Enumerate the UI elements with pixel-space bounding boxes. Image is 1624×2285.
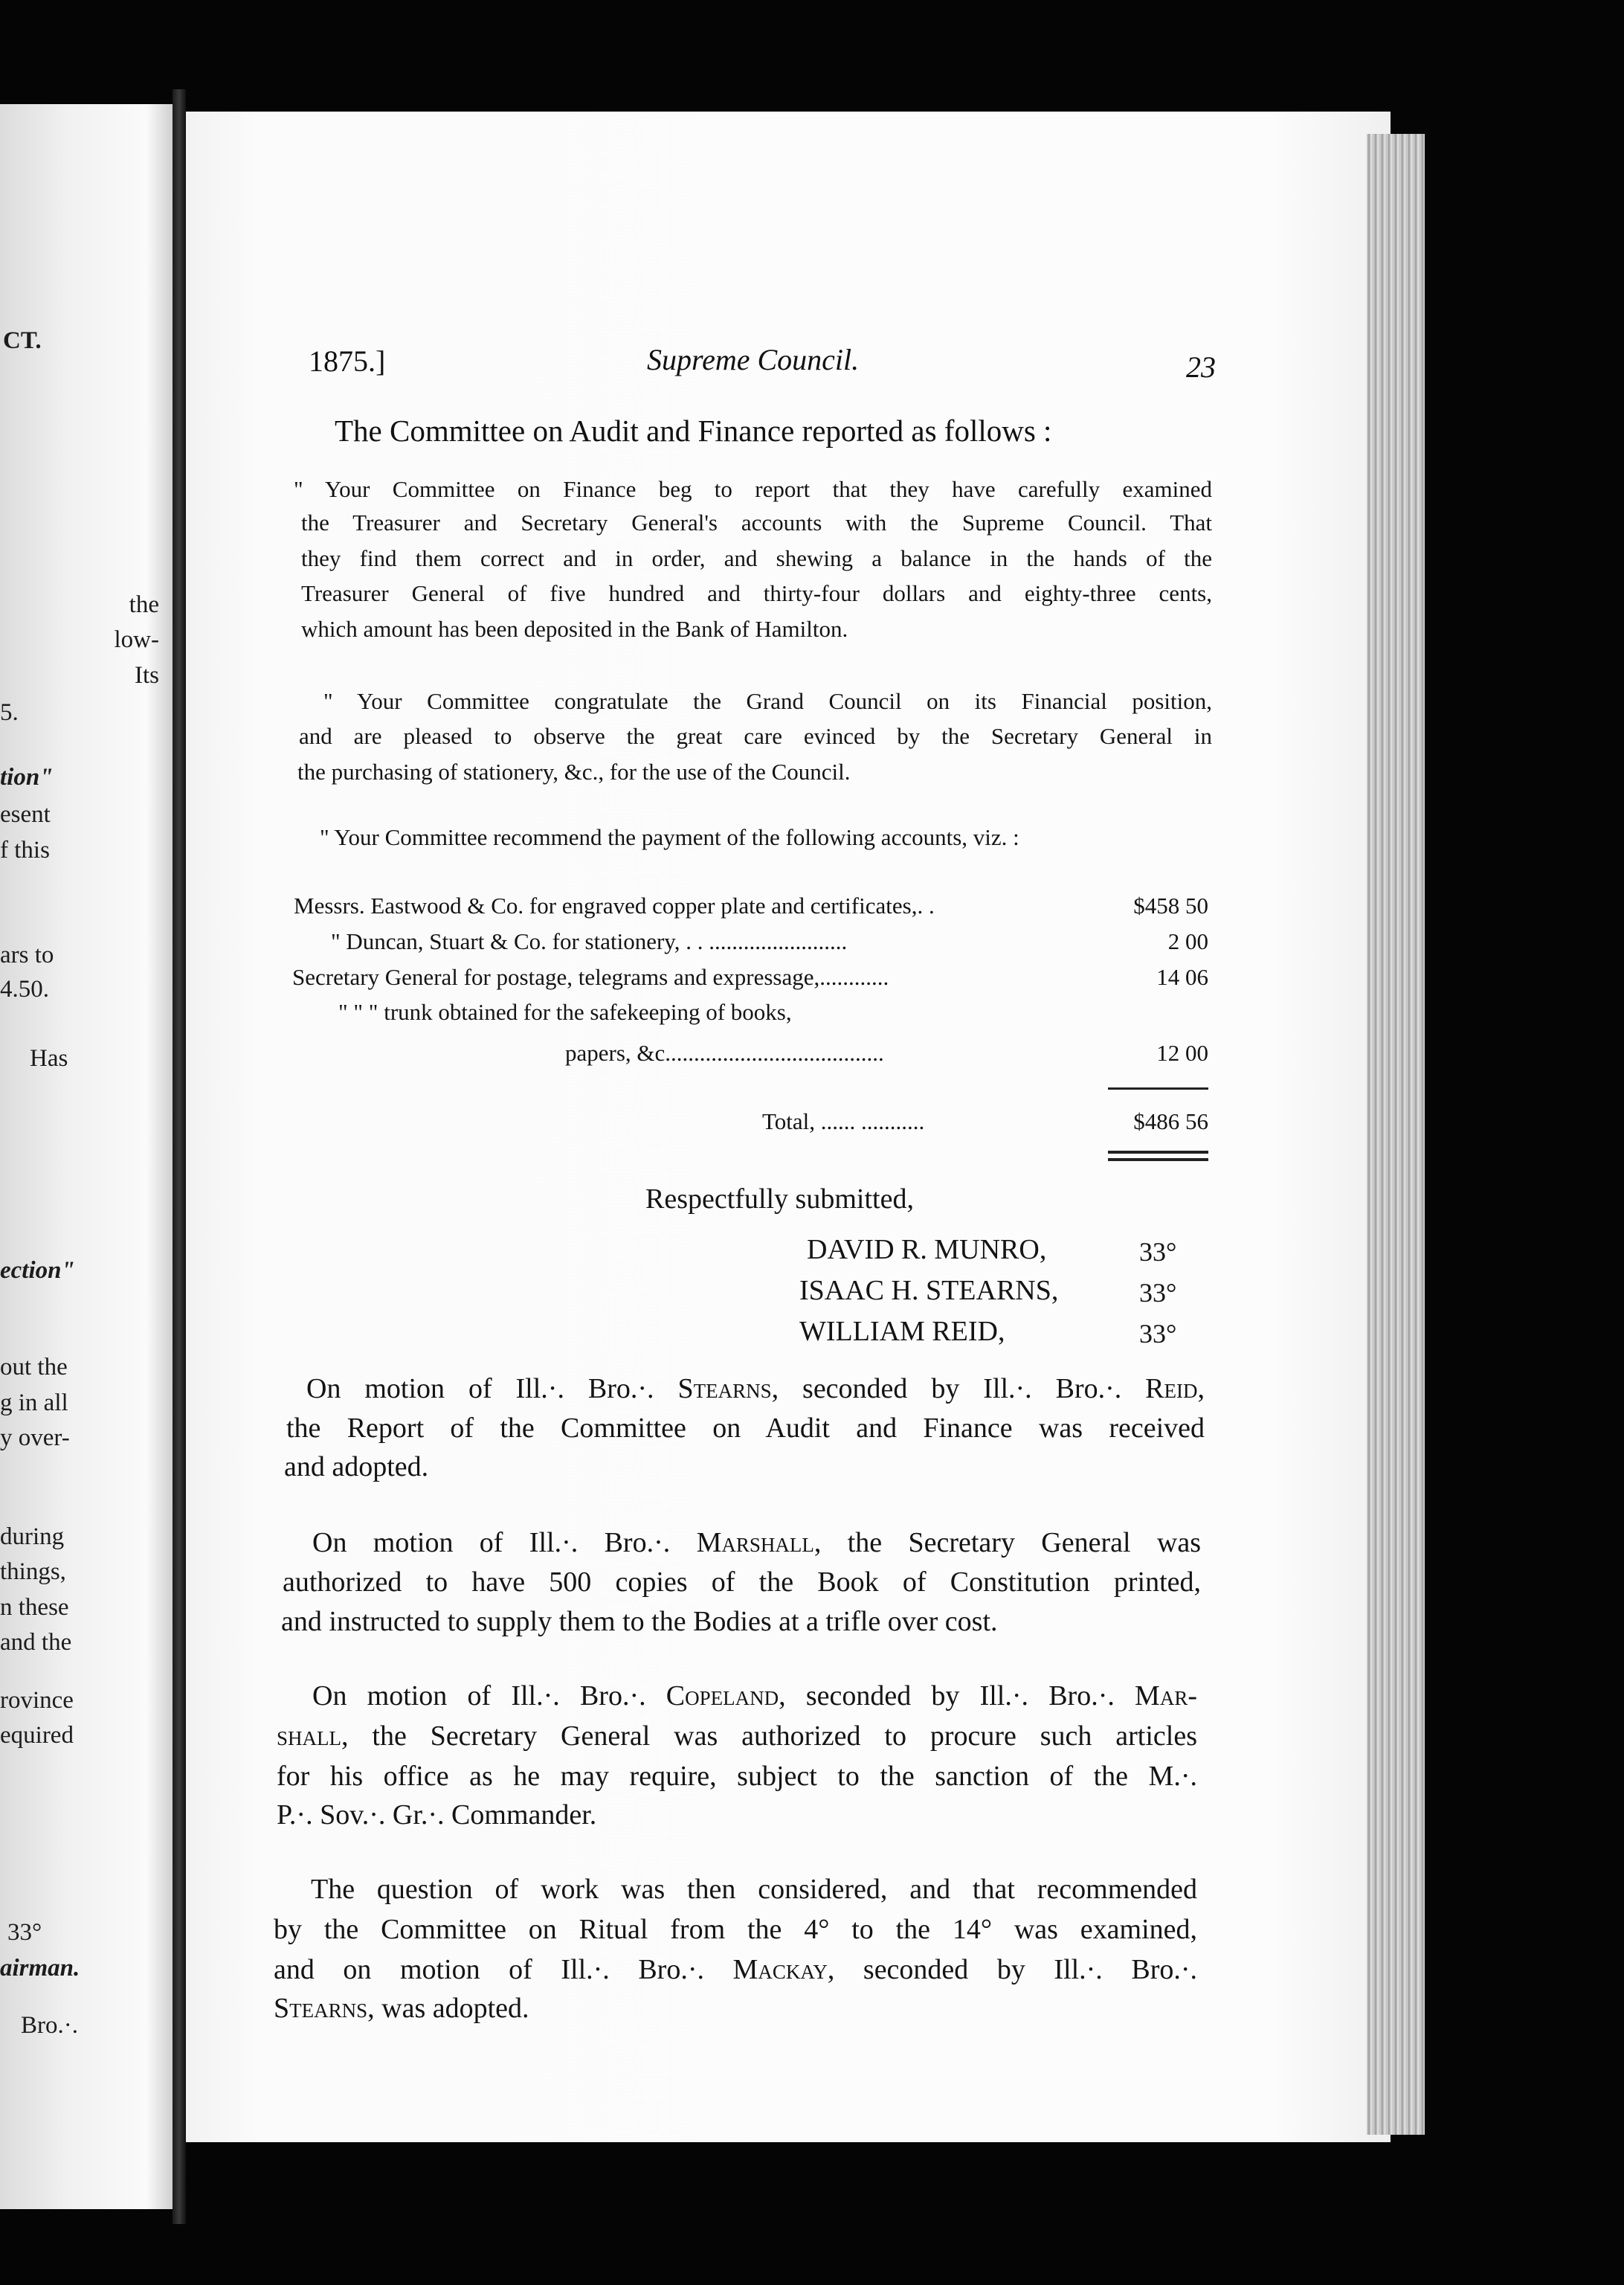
motion-line: by the Committee on Ritual from the 4° to the 14° was examined, bbox=[274, 1914, 1197, 1945]
left-page-line: 4.50. bbox=[0, 976, 49, 1003]
signer-name: DAVID R. MUNRO, bbox=[807, 1234, 1047, 1265]
left-page-line: things, bbox=[0, 1558, 66, 1585]
signer-degree: 33° bbox=[1139, 1237, 1177, 1267]
report-line: the Treasurer and Secretary General's accounts with the Supreme Council. That bbox=[301, 510, 1212, 536]
left-page-line: out the bbox=[0, 1354, 68, 1381]
total-cents: 56 bbox=[1185, 1108, 1208, 1134]
account-amount bbox=[1104, 928, 1208, 955]
total-double-rule-bottom bbox=[1108, 1158, 1208, 1161]
left-page-line: tion" bbox=[0, 764, 54, 791]
left-page-line: airman. bbox=[0, 1955, 80, 1982]
account-label: Secretary General for postage, telegrams and expressage,............ bbox=[292, 964, 889, 990]
left-page-line: during bbox=[0, 1523, 65, 1550]
left-page-line: 33° bbox=[7, 1919, 42, 1946]
running-header-year: 1875.] bbox=[309, 344, 386, 378]
report-line: " Your Committee on Finance beg to report that they have carefully examined bbox=[294, 476, 1212, 502]
left-facing-page bbox=[0, 104, 173, 2209]
motion-line: the Report of the Committee on Audit and Finance was received bbox=[286, 1413, 1205, 1444]
account-dollars: $458 bbox=[1133, 893, 1180, 919]
total-double-rule-top bbox=[1108, 1151, 1208, 1154]
closing-line: Respectfully submitted, bbox=[645, 1183, 914, 1215]
left-page-line: g in all bbox=[0, 1389, 68, 1416]
account-cents: 00 bbox=[1185, 928, 1208, 954]
account-label: Messrs. Eastwood & Co. for engraved copper plate and certificates,. . bbox=[294, 893, 935, 919]
motion-line: and on motion of Ill.·. Bro.·. Mackay, seconded by Ill.·. Bro.·. bbox=[274, 1954, 1197, 1985]
motion-line: Stearns, was adopted. bbox=[274, 1993, 529, 2024]
account-cents: 50 bbox=[1185, 893, 1208, 919]
page-edges bbox=[1367, 134, 1425, 2135]
account-label: " Duncan, Stuart & Co. for stationery, . . ........................ bbox=[331, 928, 848, 954]
total-label: Total, ...... ........... bbox=[762, 1108, 925, 1134]
motion-line: The question of work was then considered, and that recommended bbox=[311, 1874, 1197, 1905]
left-page-line: esent bbox=[0, 801, 51, 828]
account-cents: 00 bbox=[1185, 1040, 1208, 1066]
left-page-line: low- bbox=[114, 626, 159, 653]
left-page-line: equired bbox=[0, 1722, 74, 1749]
left-page-line: Bro.·. bbox=[21, 2012, 78, 2039]
page-number: 23 bbox=[1186, 350, 1216, 384]
left-page-line: the bbox=[129, 591, 159, 618]
left-page-line: ars to bbox=[0, 942, 54, 968]
account-dollars: 2 bbox=[1167, 928, 1180, 954]
report-heading: The Committee on Audit and Finance reported as follows : bbox=[335, 414, 1052, 448]
left-page-line: 5. bbox=[0, 699, 19, 726]
signer-degree: 33° bbox=[1139, 1319, 1177, 1349]
sum-rule bbox=[1108, 1087, 1208, 1090]
report-line: and are pleased to observe the great care evinced by the Secretary General in bbox=[299, 723, 1212, 749]
report-line: which amount has been deposited in the Bank of Hamilton. bbox=[301, 616, 848, 642]
signer-degree: 33° bbox=[1139, 1278, 1177, 1308]
account-dollars: 14 bbox=[1156, 964, 1180, 990]
motion-line: and adopted. bbox=[284, 1451, 429, 1482]
motion-line: for his office as he may require, subject to the sanction of the M.·. bbox=[277, 1761, 1197, 1792]
total-dollars: $486 bbox=[1133, 1108, 1180, 1134]
motion-line: On motion of Ill.·. Bro.·. Copeland, seconded by Ill.·. Bro.·. Mar- bbox=[312, 1680, 1197, 1712]
motion-line: On motion of Ill.·. Bro.·. Stearns, seconded by Ill.·. Bro.·. Reid, bbox=[306, 1373, 1205, 1404]
left-page-line: Its bbox=[135, 662, 159, 689]
account-amount bbox=[1104, 1040, 1208, 1067]
left-page-line: n these bbox=[0, 1594, 69, 1621]
left-page-line: and the bbox=[0, 1629, 72, 1656]
account-label: papers, &c...................................... bbox=[565, 1040, 884, 1066]
signer-name: WILLIAM REID, bbox=[799, 1316, 1005, 1347]
motion-line: shall, the Secretary General was authorized to procure such articles bbox=[277, 1720, 1197, 1752]
left-page-line: rovince bbox=[0, 1687, 74, 1714]
signer-name: ISAAC H. STEARNS, bbox=[799, 1275, 1059, 1306]
total-amount bbox=[1104, 1108, 1208, 1135]
left-page-line: Has bbox=[30, 1045, 68, 1072]
left-page-line: ection" bbox=[0, 1257, 75, 1284]
book-gutter bbox=[173, 89, 186, 2224]
left-page-line: CT. bbox=[3, 327, 42, 354]
left-page-line: y over- bbox=[0, 1424, 70, 1451]
running-header-title: Supreme Council. bbox=[647, 343, 860, 376]
report-line: the purchasing of stationery, &c., for the use of the Council. bbox=[297, 759, 851, 785]
report-line: " Your Committee recommend the payment of the following accounts, viz. : bbox=[320, 824, 1019, 850]
account-amount bbox=[1104, 964, 1208, 991]
motion-line: P.·. Sov.·. Gr.·. Commander. bbox=[277, 1799, 597, 1831]
report-line: they find them correct and in order, and shewing a balance in the hands of the bbox=[301, 545, 1212, 571]
account-amount bbox=[1104, 893, 1208, 919]
account-cents: 06 bbox=[1185, 964, 1208, 990]
report-line: Treasurer General of five hundred and thirty-four dollars and eighty-three cents, bbox=[301, 580, 1212, 606]
motion-line: On motion of Ill.·. Bro.·. Marshall, the Secretary General was bbox=[312, 1527, 1201, 1558]
account-dollars: 12 bbox=[1156, 1040, 1180, 1066]
account-label: " " " trunk obtained for the safekeeping of books, bbox=[338, 999, 792, 1025]
left-page-line: f this bbox=[0, 837, 50, 864]
report-line: " Your Committee congratulate the Grand Council on its Financial position, bbox=[323, 688, 1212, 714]
motion-line: authorized to have 500 copies of the Book of Constitution printed, bbox=[283, 1566, 1201, 1598]
motion-line: and instructed to supply them to the Bodies at a trifle over cost. bbox=[281, 1606, 998, 1637]
